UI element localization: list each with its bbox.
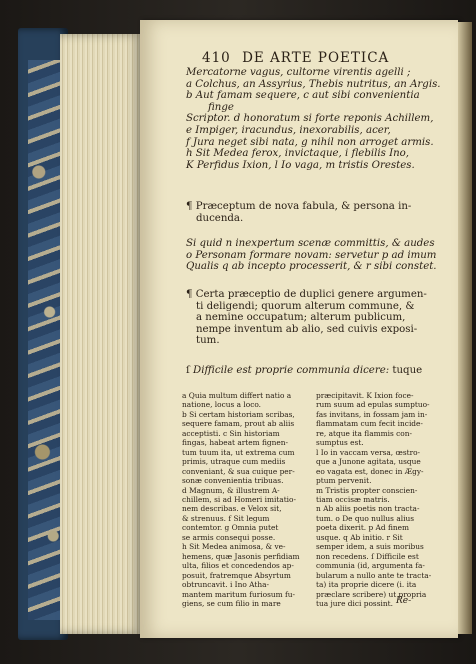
footnote-line: se armis consequi posse. [182,532,276,542]
paragraph-line: a nemine occupatum; alterum publicum, [196,312,406,324]
footnote-line: tiam occisæ matris. [316,494,390,504]
footnote-line: & strenuus. f Sit legum [182,513,270,523]
footnote-line: b Si certam historiam scribas, [182,409,295,419]
catchword: Re- [396,596,412,606]
footnote-line: sumptus est. [316,438,364,448]
precept-paragraph-2 [186,289,427,347]
marbled-endpaper [28,60,64,620]
footnote-line: natione, locus a loco. [182,400,262,410]
running-title: DE ARTE POETICA [242,50,390,66]
footnote-line: præcipitavit. K Ixion foce- [316,391,414,400]
paragraph-line: ducenda. [196,212,244,224]
footnote-line: bularum a nullo ante te tracta- [316,570,432,580]
verse-line: Qualis q ab incepto processerit, & r sibi constet. [186,261,437,273]
running-header [202,50,389,66]
footnote-line: conveniant, & sua cuique per- [182,466,295,476]
verse-line: b Aut famam sequere, c aut sibi convenientia [186,90,420,102]
footnote-line: rum suum ad epulas sumptuo- [316,400,430,410]
footnote-line: communia (id, argumenta fa- [316,561,425,571]
verse-line: K Perfidus Ixion, l Io vaga, m tristis Orestes. [186,159,415,171]
footnote-line: contemtor. g Omnia putet [182,523,279,533]
paragraph-line: ti deligendi; quorum alterum commune, & [196,300,415,312]
verse-line: Scriptor. d honoratum si forte reponis Achillem, [186,113,434,125]
verse-line: f Jura neget sibi nata, g nihil non arroget armis. [186,136,434,148]
footnotes-right-column [316,391,431,608]
footnote-line: a Quia multum differt natio a [182,391,292,400]
paragraph-line: tum. [196,335,220,347]
footnote-line: flammatam cum fecit incide- [316,419,423,429]
footnote-line: chillem, si ad Homeri imitatio- [182,494,296,504]
footnote-line: semper idem, a suis moribus [316,542,424,552]
footnotes-left-column [182,391,300,608]
footnote-line: m Tristis propter conscien- [316,485,418,495]
verse-line: o Personam formare novam: servetur p ad imum [186,249,437,261]
page-edges [60,34,142,634]
footnote-line: que a Junone agitata, usque [316,457,421,467]
footnote-line: acceptisti. c Sin historiam [182,428,280,438]
footnote-line: fas invitans, in fossam jam in- [316,409,428,419]
footnote-line: eo vagata est, donec in Ægy- [316,466,424,476]
footnote-line: n Ab aliis poetis non tracta- [316,504,420,514]
lemma-line [186,365,422,376]
footnote-line: poeta dixerit. p Ad finem [316,523,410,533]
footnote-line: tum tuum ita, ut extrema cum [182,447,295,457]
verse-line: a Colchus, an Assyrius, Thebis nutritus, an Argis. [186,78,441,90]
footnote-line: sequere famam, prout ab aliis [182,419,295,429]
verse-line: Si quid n inexpertum scenæ committis, & audes [186,238,435,249]
lemma-rest: tuque [392,365,423,376]
verse-line: Mercatorne vagus, cultorne virentis agelli ; [186,67,411,78]
footnote-line: posuit, fratremque Absyrtum [182,570,291,580]
precept-paragraph-1 [186,201,411,224]
paragraph-line: ¶ Certa præceptio de duplici genere argumen- [186,289,427,300]
footnote-line: re, atque ita flammis con- [316,428,412,438]
verse-line: h Sit Medea ferox, invictaque, i flebilis Ino, [186,148,410,160]
footnote-line: præclare scribere) ut propria [316,589,427,599]
footnote-line: usque. q Ab initio. r Sit [316,532,403,542]
footnote-line: sonæ convenientia tribuas. [182,476,284,486]
footnote-line: ulta, filios et concedendos ap- [182,561,294,571]
lemma-quote: Difficile est proprie communia dicere: [193,365,390,376]
verse-line: finge [208,101,234,113]
footnote-line: d Magnum, & illustrem A- [182,485,280,495]
footnote-line: primis, utraque cum mediis [182,457,286,467]
footnote-line: l Io in vaccam versa, œstro- [316,447,421,457]
footnote-line: nem describas. e Velox sit, [182,504,282,514]
footnote-line: ta) ita proprie dicere (i. ita [316,580,417,590]
footnote-line: tum. o De quo nullus alius [316,513,415,523]
paragraph-line: ¶ Præceptum de nova fabula, & persona in- [186,201,412,212]
footnote-line: fingas, habeat artem fignen- [182,438,289,448]
footnote-line: giens, se cum filio in mare [182,598,281,608]
footnote-line: ptum pervenit. [316,476,372,486]
page-number: 410 [202,50,231,66]
footnote-line: mantem maritum furiosum fu- [182,589,296,599]
footnote-line: obtruncavit. i Ino Atha- [182,580,269,590]
verse-block [186,67,441,171]
lemma-mark: ſ [186,365,190,376]
paragraph-line: nempe inventum ab alio, sed cuivis exposi- [196,323,418,335]
footnote-line: non recedens. ſ Difficile est [316,551,419,561]
book-page [140,20,458,638]
footnote-line: hemens, quæ Jasonis perfidiam [182,551,300,561]
footnote-line: tua jure dici possint. [316,598,393,608]
footnote-line: h Sit Medea animosa, & ve- [182,542,286,552]
verse-line: e Impiger, iracundus, inexorabilis, acer, [186,124,391,136]
verse-block-2 [186,238,437,273]
